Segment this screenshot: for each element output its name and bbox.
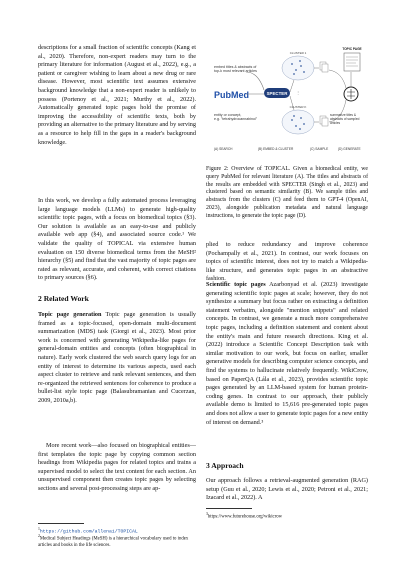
footnote-rule-right <box>206 508 252 509</box>
sampled-docs <box>320 62 328 126</box>
arrow-to-gpt-1 <box>329 70 346 88</box>
footnote-3-link[interactable]: https://www.futurehouse.org/wikicrow <box>207 514 283 520</box>
related-work-paragraph-3: plied to reduce redundancy and improve coherence (Pochampally et al., 2021). In contrast, our work focuses on topics of scientific interest, does not try to match a Wikipedia-like structure, and generates topic pages in an abstractive fashion. <box>206 241 368 283</box>
topic-page-generation-lead: Topic page generation <box>38 311 102 318</box>
ellipsis: ⋮ <box>296 90 300 95</box>
topical-overview-svg <box>206 42 368 160</box>
related-work-paragraph-2: More recent work—also focused on biographical entities—first templates the topic page by copying common section headings from Wikipedia pages for related topics and trains a supervised model to select the text content for each section. An unsupervised component then creates topic pages by selecting sections and several post-processing steps are ap- <box>38 442 196 492</box>
cluster-k <box>282 110 314 134</box>
figure-2-diagram <box>206 42 368 160</box>
footnote-1-link[interactable]: https://github.com/allenai/TOPICAL <box>39 529 138 535</box>
cluster-k-label: CLUSTER K <box>289 105 307 109</box>
scientific-topic-pages-paragraph <box>206 281 368 427</box>
scientific-topic-pages-lead: Scientific topic pages <box>206 281 266 288</box>
step-d-label: (D) GENERATE <box>338 147 361 151</box>
query-text: embed titles & abstracts of top-k most relevant articles <box>214 65 257 74</box>
figure-2-caption: Figure 2: Overview of TOPICAL. Given a biomedical entity, we query PubMed for relevant literature (A). The titles and abstracts of the results are embedded with SPECTER (Singh et al., 2023) and clustered based on semantic similarity (B). We sample titles and abstracts from the clusters (C) and feed them to GPT-4 (OpenAI, 2023), alongside publication metadata and natural language instructions, to generate the topic page (D). <box>206 166 368 219</box>
intro-paragraph-2: In this work, we develop a fully automated process leveraging large language models (LLMs) to generate high-quality scientific topic pages, with a focus on biomedical topics (§3). Our solution is available as an easy-to-use and publicly available web app (§4), and associated source code.¹ We validate the quality of TOPICAL via extensive human evaluation on 150 diverse biomedical terms from the MeSH² hierarchy (§5) and find that the vast majority of topic pages are rated as relevant, accurate, and coherent, with correct citations to primary sources (§6). <box>38 197 196 282</box>
entity-text: entity or concept, e.g. "tetrahydrocannabinol" <box>214 113 258 122</box>
arrow-query <box>246 72 264 90</box>
topic-page-icon <box>344 53 360 71</box>
arrow-to-cluster-1 <box>290 80 294 92</box>
summarize-text: summarize titles & abstracts of sampled articles <box>330 113 360 125</box>
section-2-heading: 2 Related Work <box>38 294 89 303</box>
related-work-text-1: Topic page generation is usually framed as a topic-focused, open-domain multi-document summarization (MDS) task (Giorgi et al., 2023). Most prior work is concerned with generating Wikipedia-like pages for general-domain entities and concepts (often biographical in nature). Early work clustered the web search query logs for an entity of interest to determine its various aspects, used each aspect cluster to retrieve and rank relevant sentences, and then re-organized the retrieved sentences for coherence to produce a bullet-list style topic page (Balasubramanian and Cucerzan, 2009, 2010a,b). <box>38 311 197 404</box>
pubmed-logo: PubMed <box>214 90 249 100</box>
step-a-label: (A) SEARCH <box>214 147 233 151</box>
footnote-2: $^2$Medical Subject Headings (MeSH) is a hierarchical vocabulary used to index articles and books in the life sciences. <box>38 534 189 548</box>
cluster-1-label: CLUSTER 1 <box>289 51 307 55</box>
topic-page-label: TOPIC PAGE <box>342 47 362 51</box>
footnote-rule <box>38 523 84 524</box>
related-work-paragraph-1 <box>38 311 196 406</box>
cluster-1 <box>282 56 314 80</box>
footnote-1: $^1$https://github.com/allenai/TOPICAL <box>38 527 138 535</box>
specter-label: SPECTER <box>266 91 288 96</box>
approach-paragraph: Our approach follows a retrieval-augmented generation (RAG) setup (Guu et al., 2020; Lewis et al., 2020; Petroni et al., 2021; Izacard et al., 2022). A <box>206 477 368 502</box>
footnote-3: $^3$https://www.futurehouse.org/wikicrow <box>206 512 283 520</box>
step-b-label: (B) EMBED & CLUSTER <box>258 147 294 151</box>
step-c-label: (C) SAMPLE <box>310 147 329 151</box>
section-3-heading: 3 Approach <box>206 461 244 470</box>
intro-paragraph-1: descriptions for a small fraction of scientific concepts (Kang et al., 2020). Therefore, non-expert readers may turn to the primary literature for information (August et al., 2022), e.g., a patient or caregiver wishing to learn about a new drug or rare disease. However, most scientific text assumes extensive background knowledge that a non-expert reader is unlikely to possess (Portenoy et al., 2021; Murthy et al., 2022). Automatically generated topic pages hold the promise of improving the accessibility of scientific texts, both by providing an alternative to the primary literature and by serving as a resource to help fill in the gaps in a reader's background knowledge. <box>38 44 196 146</box>
scientific-topic-pages-text: Azarbonyad et al. (2023) investigate generating scientific topic pages at scale; however, they do not synthesize a summary but focus rather on extracting a definition statement verbatim, alongside "mention snippets" and related concepts. In contrast, we generate a much more comprehensive topic pages, including a definition statement and content about the entity's main and future research directions. King et al. (2022) introduce a Scientific Concept Description task with similar motivation to our work, but focus on earlier, smaller generative models for describing computer science concepts, and find the systems to hallucinate relatively frequently. WikiCrow, based on PaperQA (Lála et al., 2023), provides scientific topic pages generated by an LLM-based system for human protein-coding genes. In contrast to our approach, their publicly available demo is limited to 15,616 pre-generated topic pages and does not allow a user to generate topic pages for a new entity of interest on demand.³ <box>206 281 369 426</box>
